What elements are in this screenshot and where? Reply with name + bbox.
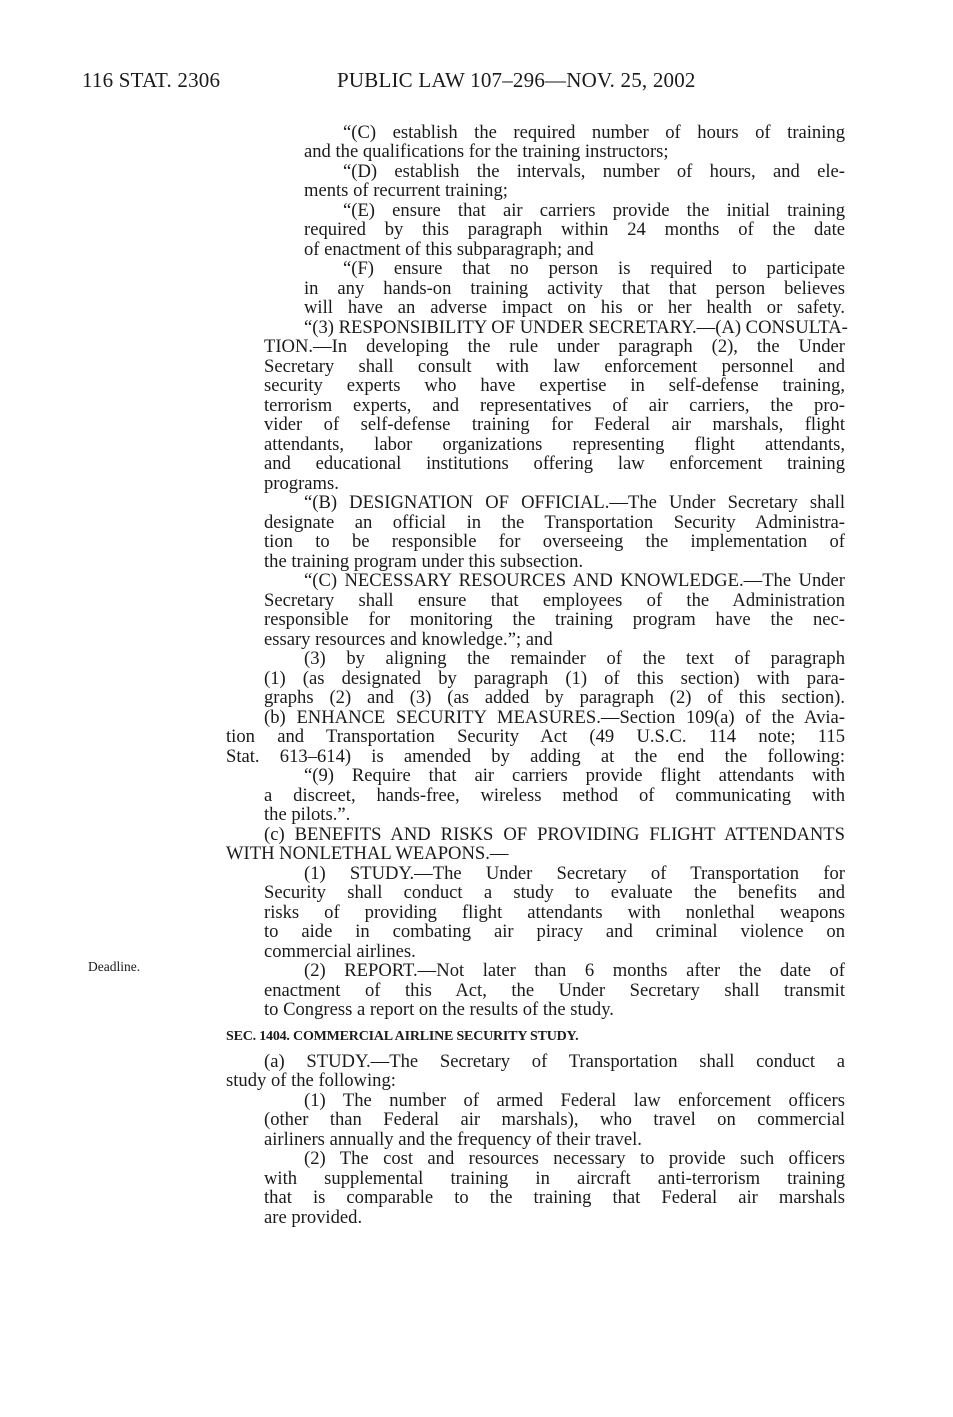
text-line: the training program under this subsection. <box>264 551 584 572</box>
text-line: to Congress a report on the results of the study. <box>264 999 614 1020</box>
text-line: “(3) RESPONSIBILITY OF UNDER SECRETARY.—(A) CONSULTA- <box>304 317 848 338</box>
text-line: “(D) establish the intervals, number of hours, and ele- <box>343 161 845 182</box>
text-line: will have an adverse impact on his or her health or safety. <box>304 297 845 318</box>
text-line: the pilots.”. <box>264 804 351 825</box>
text-line: of enactment of this subparagraph; and <box>304 239 594 260</box>
text-line: (1) STUDY.—The Under Secretary of Transportation for <box>304 863 845 884</box>
text-line: (c) BENEFITS AND RISKS OF PROVIDING FLIGHT ATTENDANTS <box>264 824 845 845</box>
text-line: “(B) DESIGNATION OF OFFICIAL.—The Under Secretary shall <box>304 492 845 513</box>
text-line: Security shall conduct a study to evaluate the benefits and <box>264 882 845 903</box>
text-line: Secretary shall ensure that employees of the Administration <box>264 590 845 611</box>
text-line: enactment of this Act, the Under Secretary shall transmit <box>264 980 845 1001</box>
text-line: attendants, labor organizations representing flight attendants, <box>264 434 845 455</box>
text-line: security experts who have expertise in self-defense training, <box>264 375 845 396</box>
text-line: ments of recurrent training; <box>304 180 508 201</box>
text-line: and educational institutions offering law enforcement training <box>264 453 845 474</box>
statute-citation: 116 STAT. 2306 <box>82 68 221 92</box>
text-line: responsible for monitoring the training program have the nec- <box>264 609 845 630</box>
text-line: with supplemental training in aircraft anti-terrorism training <box>264 1168 845 1189</box>
text-line: tion and Transportation Security Act (49 U.S.C. 114 note; 115 <box>226 726 845 747</box>
text-line: vider of self-defense training for Federal air marshals, flight <box>264 414 845 435</box>
text-line: (a) STUDY.—The Secretary of Transportation shall conduct a <box>264 1051 845 1072</box>
text-line: “(C) NECESSARY RESOURCES AND KNOWLEDGE.—The Under <box>304 570 845 591</box>
text-line: and the qualifications for the training instructors; <box>304 141 669 162</box>
text-line: WITH NONLETHAL WEAPONS.— <box>226 843 509 864</box>
text-line: that is comparable to the training that Federal air marshals <box>264 1187 845 1208</box>
text-line: “(E) ensure that air carriers provide the initial training <box>343 200 845 221</box>
text-line: a discreet, hands-free, wireless method of communicating with <box>264 785 845 806</box>
text-line: (2) REPORT.—Not later than 6 months after the date of <box>304 960 845 981</box>
text-line: programs. <box>264 473 339 494</box>
text-line: to aide in combating air piracy and criminal violence on <box>264 921 845 942</box>
text-line: “(9) Require that air carriers provide flight attendants with <box>304 765 845 786</box>
text-line: are provided. <box>264 1207 363 1228</box>
text-line: (1) (as designated by paragraph (1) of this section) with para- <box>264 668 845 689</box>
running-head: PUBLIC LAW 107–296—NOV. 25, 2002 <box>337 68 696 92</box>
text-line: Stat. 613–614) is amended by adding at the end the following: <box>226 746 845 767</box>
text-line: (3) by aligning the remainder of the text of paragraph <box>304 648 845 669</box>
text-line: (other than Federal air marshals), who travel on commercial <box>264 1109 845 1130</box>
text-line: commercial airlines. <box>264 941 416 962</box>
text-line: Secretary shall consult with law enforcement personnel and <box>264 356 845 377</box>
text-line: in any hands-on training activity that that person believes <box>304 278 845 299</box>
text-line: graphs (2) and (3) (as added by paragraph (2) of this section). <box>264 687 845 708</box>
text-line: “(F) ensure that no person is required to participate <box>343 258 845 279</box>
text-line: airliners annually and the frequency of their travel. <box>264 1129 642 1150</box>
text-line: TION.—In developing the rule under paragraph (2), the Under <box>264 336 845 357</box>
text-line: terrorism experts, and representatives of air carriers, the pro- <box>264 395 845 416</box>
text-line: study of the following: <box>226 1070 396 1091</box>
text-line: designate an official in the Transportation Security Administra- <box>264 512 845 533</box>
text-line: essary resources and knowledge.”; and <box>264 629 553 650</box>
text-line: required by this paragraph within 24 months of the date <box>304 219 845 240</box>
text-line: risks of providing flight attendants with nonlethal weapons <box>264 902 845 923</box>
section-heading: SEC. 1404. COMMERCIAL AIRLINE SECURITY STUDY. <box>226 1029 579 1044</box>
text-line: (2) The cost and resources necessary to provide such officers <box>304 1148 845 1169</box>
text-line: (1) The number of armed Federal law enforcement officers <box>304 1090 845 1111</box>
text-line: (b) ENHANCE SECURITY MEASURES.—Section 109(a) of the Avia- <box>264 707 845 728</box>
text-line: “(C) establish the required number of hours of training <box>343 122 845 143</box>
margin-note-deadline: Deadline. <box>88 959 141 974</box>
text-line: tion to be responsible for overseeing the implementation of <box>264 531 845 552</box>
